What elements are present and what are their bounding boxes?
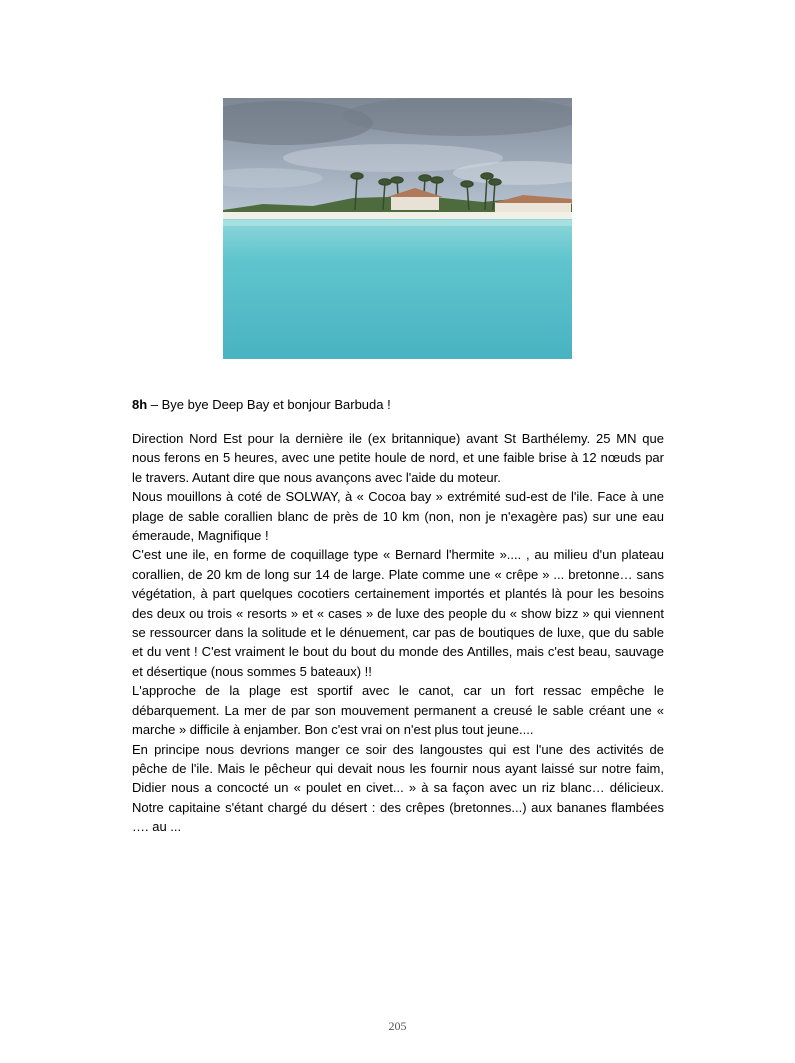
entry-body [132,429,664,837]
paragraph: C'est une ile, en forme de coquillage type « Bernard l'hermite ».... , au milieu d'un plateau corallien, de 20 km de long sur 14 de large. Plate comme une « crêpe » ... bretonne… sans végétation, à part quelques cocotiers certainement importés et plantés là pour les besoins des deux ou trois « resorts » et « cases » de luxe des people du « show bizz » qui viennent se ressourcer dans la solitude et le dénuement, car pas de boutiques de luxe, que du sable et du vent ! C'est vraiment le bout du bout du monde des Antilles, mais c'est beau, sauvage et désertique (nous sommes 5 bateaux) !! [132,547,664,679]
entry-heading [132,396,664,413]
entry-time: 8h [132,397,148,412]
page-number: 205 [388,1019,407,1033]
paragraph: En principe nous devrions manger ce soir des langoustes qui est l'une des activités de pêche de l'ile. Mais le pêcheur qui devait nous les fournir nous ayant laissé sur notre faim, Didier nous a concocté un « poulet en civet... » à sa façon avec un riz blanc… délicieux. Notre capitaine s'étant chargé du désert : des crêpes (bretonnes...) aux bananes flambées …. au ... [132,741,664,835]
paragraph: L'approche de la plage est sportif avec le canot, car un fort ressac empêche le débarquement. La mer de par son mouvement permanent a creusé le sable créant une « marche » difficile à enjamber. Bon c'est vrai on n'est plus tout jeune.... [132,683,664,738]
entry-title: – Bye bye Deep Bay et bonjour Barbuda ! [147,397,391,412]
beach-island-photo [223,98,572,359]
paragraph: Nous mouillons à coté de SOLWAY, à « Cocoa bay » extrémité sud-est de l'ile. Face à une plage de sable corallien blanc de près de 10 km (non, non je n'exagère pas) sur une eau émeraude, Magnifique ! [132,489,664,544]
paragraph: Direction Nord Est pour la dernière ile (ex britannique) avant St Barthélemy. 25 MN que nous ferons en 5 heures, avec une petite houle de nord, et une faible brise à 12 nœuds par le travers. Autant dire que nous avançons avec l'aide du moteur. [132,431,664,485]
